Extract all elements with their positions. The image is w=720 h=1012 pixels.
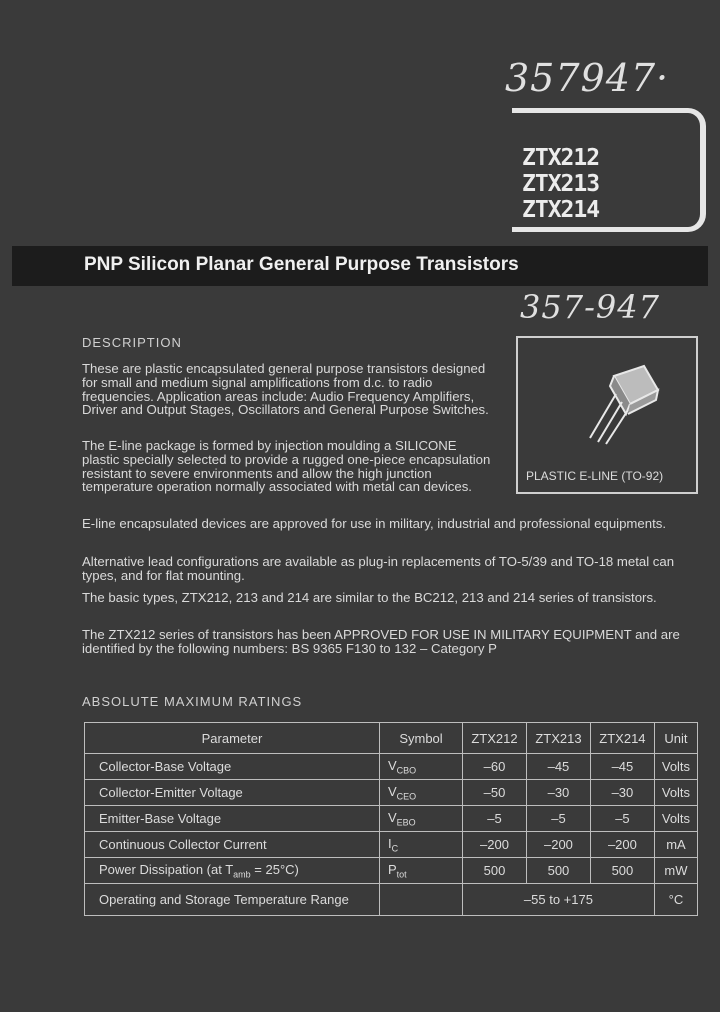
parameter-cell: Continuous Collector Current	[85, 832, 380, 858]
value-cell: –55 to +175	[463, 884, 655, 916]
ratings-heading: ABSOLUTE MAXIMUM RATINGS	[82, 694, 303, 709]
parameter-cell: Power Dissipation (at $T_{amb} = 25^\circ C$)	[85, 858, 380, 884]
handwritten-number-top: 357947·	[505, 56, 670, 100]
parameter-cell: Collector-Base Voltage	[85, 754, 380, 780]
table-row	[85, 780, 698, 806]
transistor-package-icon	[518, 338, 696, 468]
unit-cell: Volts	[654, 806, 697, 832]
table-header-row	[85, 723, 698, 754]
value-cell: –45	[526, 754, 590, 780]
value-cell: –200	[526, 832, 590, 858]
column-header: ZTX214	[590, 723, 654, 754]
value-cell: –60	[463, 754, 527, 780]
value-cell: 500	[590, 858, 654, 884]
handwritten-number-mid: 357-947	[520, 288, 660, 326]
description-paragraph: The basic types, ZTX212, 213 and 214 are similar to the BC212, 213 and 214 series of transistors.	[82, 590, 657, 605]
table-row	[85, 858, 698, 884]
value-cell: –5	[590, 806, 654, 832]
unit-cell: mW	[654, 858, 697, 884]
value-cell: –50	[463, 780, 527, 806]
parameter-cell: Operating and Storage Temperature Range	[85, 884, 380, 916]
value-cell: –45	[590, 754, 654, 780]
description-paragraph: The ZTX212 series of transistors has been APPROVED FOR USE IN MILITARY EQUIPMENT and are identified by the following numbers: BS 9365 F130 to 132 – Category P	[82, 627, 680, 656]
value-cell: –200	[463, 832, 527, 858]
table-row	[85, 884, 698, 916]
column-header: ZTX213	[526, 723, 590, 754]
part-number: ZTX214	[522, 197, 600, 223]
unit-cell: mA	[654, 832, 697, 858]
unit-cell: °C	[654, 884, 697, 916]
part-number: ZTX213	[522, 171, 600, 197]
column-header: Symbol	[380, 723, 463, 754]
page-title: PNP Silicon Planar General Purpose Transistors	[84, 254, 519, 275]
unit-cell: Volts	[654, 780, 697, 806]
value-cell: –200	[590, 832, 654, 858]
table-row	[85, 806, 698, 832]
value-cell: 500	[526, 858, 590, 884]
table-row	[85, 754, 698, 780]
description-paragraph: E-line encapsulated devices are approved for use in military, industrial and professional equipments.	[82, 516, 666, 531]
description-heading: DESCRIPTION	[82, 335, 182, 350]
ratings-table	[84, 722, 698, 916]
value-cell: –30	[526, 780, 590, 806]
parameter-cell: Collector-Emitter Voltage	[85, 780, 380, 806]
column-header: ZTX212	[463, 723, 527, 754]
symbol-cell: $V_{CBO}$	[380, 754, 463, 780]
description-paragraph: Alternative lead configurations are available as plug-in replacements of TO-5/39 and TO-18 metal can types, and for flat mounting.	[82, 554, 675, 583]
table-row	[85, 832, 698, 858]
symbol-cell: $P_{tot}$	[380, 858, 463, 884]
value-cell: –30	[590, 780, 654, 806]
part-number: ZTX212	[522, 145, 600, 171]
description-paragraph: The E-line package is formed by injection moulding a SILICONE plastic specially selected to provide a rugged one-piece encapsulation resistant to severe environments and allow the high junction temperature operation normally associated with metal can devices.	[82, 438, 491, 495]
symbol-cell: $V_{CEO}$	[380, 780, 463, 806]
column-header: Parameter	[85, 723, 380, 754]
unit-cell: Volts	[654, 754, 697, 780]
description-paragraph: These are plastic encapsulated general purpose transistors designed for small and medium signal amplifications from d.c. to radio frequencies. Application areas include: Audio Frequency Amplifiers, Driver and Output Stages, Oscillators and General Purpose Switches.	[82, 361, 489, 418]
symbol-cell: $I_C$	[380, 832, 463, 858]
package-caption: PLASTIC E-LINE (TO-92)	[526, 469, 664, 483]
value-cell: –5	[526, 806, 590, 832]
value-cell: –5	[463, 806, 527, 832]
column-header: Unit	[654, 723, 697, 754]
value-cell: 500	[463, 858, 527, 884]
parameter-cell: Emitter-Base Voltage	[85, 806, 380, 832]
symbol-cell	[380, 884, 463, 916]
part-number-list	[522, 145, 599, 223]
symbol-cell: $V_{EBO}$	[380, 806, 463, 832]
